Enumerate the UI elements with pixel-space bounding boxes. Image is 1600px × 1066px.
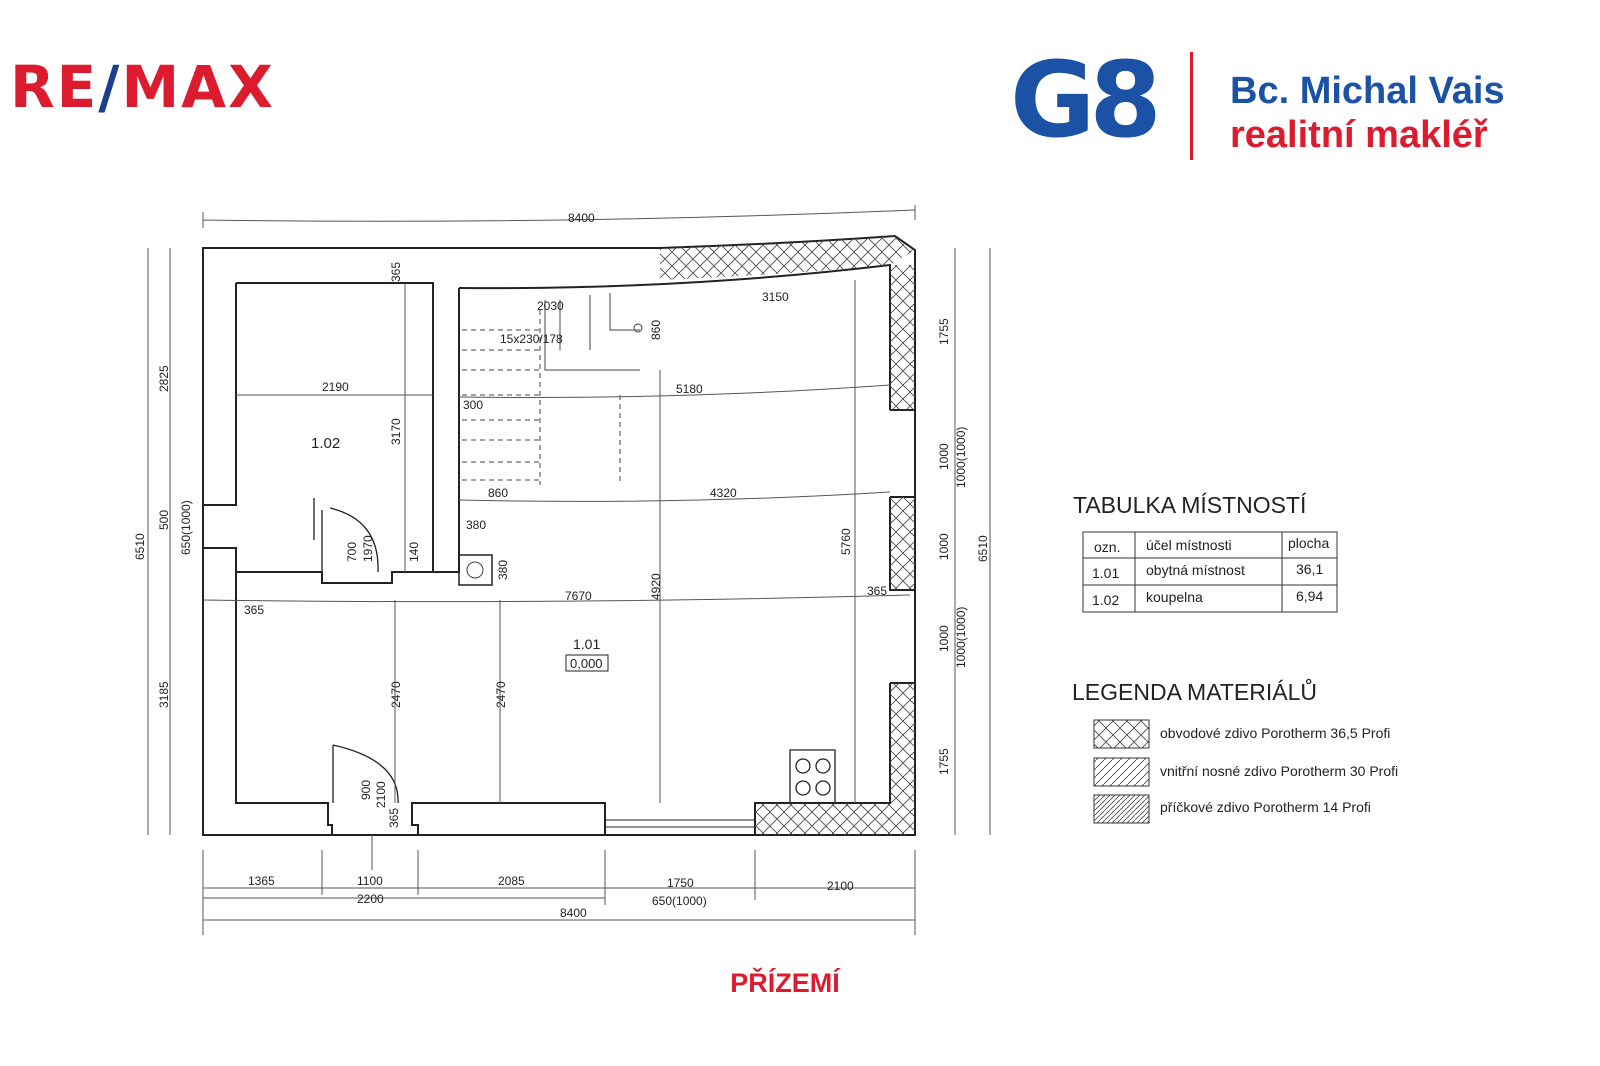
table-cell-r2-name: koupelna — [1146, 589, 1203, 605]
dim-right-1000a: 1000 — [937, 443, 951, 470]
dim-bottom-650: 650(1000) — [652, 894, 707, 908]
dim-2100v: 2100 — [374, 781, 388, 808]
dim-650: 650(1000) — [179, 500, 193, 555]
dim-right-1000d: 1000 — [937, 625, 951, 652]
dim-right-1000b: 1000(1000) — [954, 426, 968, 488]
dim-2470b: 2470 — [494, 681, 508, 708]
dim-top-total: 8400 — [568, 211, 595, 225]
dim-300: 300 — [463, 398, 484, 412]
dim-5760: 5760 — [839, 528, 853, 555]
room-label-1-02: 1.02 — [311, 435, 341, 452]
dim-140: 140 — [407, 541, 421, 562]
dim-3170: 3170 — [389, 418, 403, 445]
table-cell-r1-name: obytná místnost — [1146, 562, 1245, 578]
dim-860b: 860 — [488, 486, 509, 500]
dim-2190: 2190 — [322, 380, 349, 394]
dim-7670: 7670 — [565, 589, 592, 603]
agent-role: realitní makléř — [1230, 114, 1488, 156]
dim-4320: 4320 — [710, 486, 737, 500]
dim-1970: 1970 — [361, 535, 375, 562]
legend-item-2: vnitřní nosné zdivo Porotherm 30 Profi — [1160, 763, 1399, 779]
table-header-ozn: ozn. — [1094, 539, 1121, 555]
dim-2825: 2825 — [157, 365, 171, 392]
remax-logo: RE/MAX — [10, 53, 275, 121]
dim-3150: 3150 — [762, 290, 789, 304]
dim-365c: 365 — [867, 584, 888, 598]
dim-bottom-2100: 2100 — [827, 879, 854, 893]
legend-item-1: obvodové zdivo Porotherm 36,5 Profi — [1160, 725, 1391, 741]
table-cell-r1-id: 1.01 — [1092, 565, 1120, 581]
legend-swatch-diag — [1094, 758, 1149, 786]
dim-bottom-2085: 2085 — [498, 874, 525, 888]
dim-380a: 380 — [466, 518, 487, 532]
dim-500: 500 — [157, 509, 171, 530]
dim-4920: 4920 — [649, 573, 663, 600]
room-table-title: TABULKA MÍSTNOSTÍ — [1073, 492, 1307, 518]
dim-bottom-1100: 1100 — [357, 874, 383, 888]
dim-5180: 5180 — [676, 382, 703, 396]
dim-860a: 860 — [649, 319, 663, 340]
dim-right-1755a: 1755 — [937, 318, 951, 345]
legend-item-3: příčkové zdivo Porotherm 14 Profi — [1160, 799, 1371, 815]
dim-right-1000e: 1000(1000) — [954, 606, 968, 668]
dim-700: 700 — [345, 541, 359, 562]
dim-bottom-1365: 1365 — [248, 874, 275, 888]
table-header-ucel: účel místnosti — [1146, 537, 1232, 553]
table-cell-r1-area: 36,1 — [1296, 561, 1324, 577]
dim-6510-left: 6510 — [133, 533, 147, 560]
agent-name: Bc. Michal Vais — [1230, 70, 1505, 112]
legend-swatch-cross — [1094, 720, 1149, 748]
room-level-1-01: 0,000 — [570, 656, 603, 671]
dim-right-6510: 6510 — [976, 535, 990, 562]
floor-label: PŘÍZEMÍ — [730, 968, 840, 998]
table-cell-r2-area: 6,94 — [1296, 588, 1324, 604]
dim-380b: 380 — [496, 559, 510, 580]
dim-bottom-1750: 1750 — [667, 876, 694, 890]
dim-right-1755b: 1755 — [937, 748, 951, 775]
dim-right-1000c: 1000 — [937, 533, 951, 560]
dim-365: 365 — [389, 261, 403, 282]
dim-3185: 3185 — [157, 681, 171, 708]
table-header-plocha: plocha — [1288, 535, 1330, 551]
legend-swatch-diag-dense — [1094, 795, 1149, 823]
dim-bottom-2200: 2200 — [357, 892, 384, 906]
dim-bottom-8400: 8400 — [560, 906, 587, 920]
dim-2470a: 2470 — [389, 681, 403, 708]
dim-365b: 365 — [244, 603, 265, 617]
table-cell-r2-id: 1.02 — [1092, 592, 1120, 608]
dim-900: 900 — [359, 779, 373, 800]
dim-2030: 2030 — [537, 299, 564, 313]
room-label-1-01: 1.01 — [573, 636, 601, 652]
g8-logo: G8 — [1010, 39, 1156, 161]
dim-stairs: 15x230/178 — [500, 332, 563, 346]
dim-365d: 365 — [387, 807, 401, 828]
legend-title: LEGENDA MATERIÁLŮ — [1072, 679, 1317, 705]
